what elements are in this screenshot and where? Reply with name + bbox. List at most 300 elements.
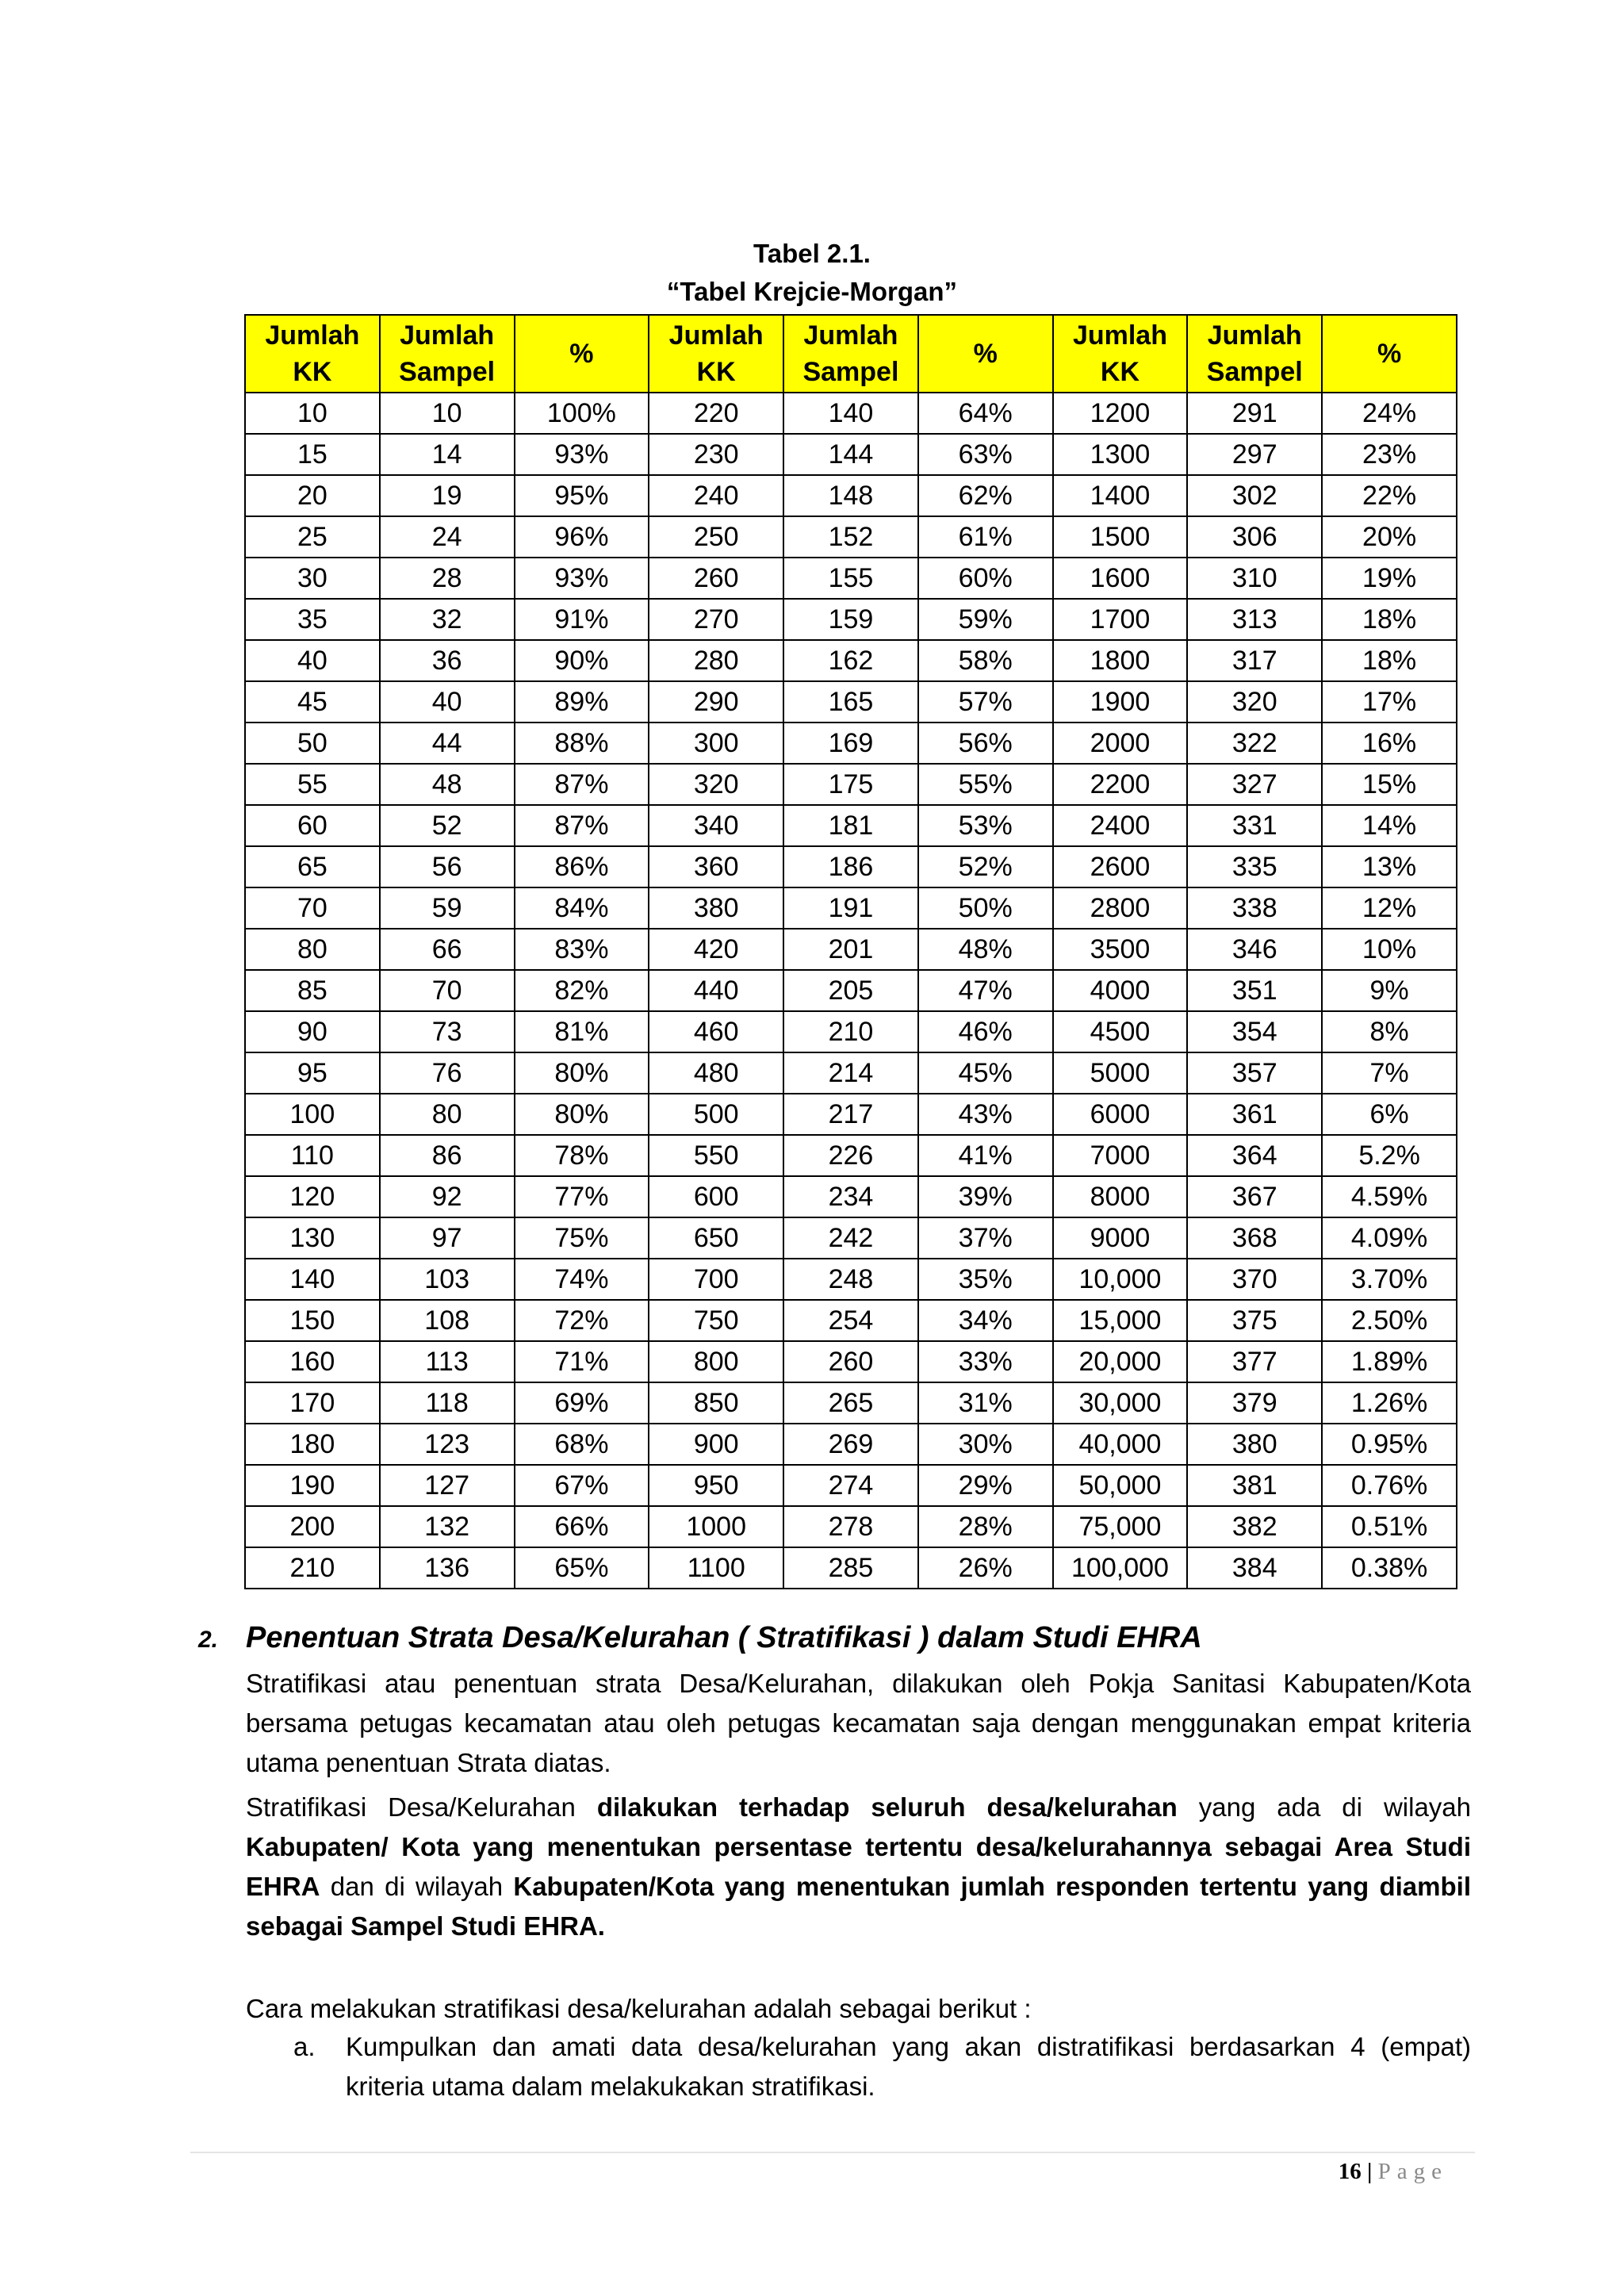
table-cell: 3.70% bbox=[1322, 1259, 1457, 1300]
table-cell: 74% bbox=[515, 1259, 649, 1300]
table-cell: 64% bbox=[918, 393, 1053, 434]
table-row bbox=[245, 558, 1457, 599]
table-row bbox=[245, 1011, 1457, 1052]
table-cell: 87% bbox=[515, 764, 649, 805]
section-number: 2. bbox=[198, 1627, 219, 1653]
table-cell: 2800 bbox=[1053, 887, 1188, 929]
table-cell: 96% bbox=[515, 516, 649, 558]
column-header-line1: Jumlah bbox=[1207, 320, 1302, 351]
table-cell: 20 bbox=[245, 475, 380, 516]
table-cell: 91% bbox=[515, 599, 649, 640]
table-row bbox=[245, 1094, 1457, 1135]
table-cell: 34% bbox=[918, 1300, 1053, 1341]
table-cell: 55% bbox=[918, 764, 1053, 805]
table-cell: 254 bbox=[783, 1300, 918, 1341]
column-header bbox=[245, 315, 380, 393]
table-cell: 210 bbox=[783, 1011, 918, 1052]
table-cell: 320 bbox=[1187, 681, 1322, 723]
table-cell: 40 bbox=[380, 681, 515, 723]
table-cell: 31% bbox=[918, 1382, 1053, 1424]
table-cell: 600 bbox=[649, 1176, 783, 1217]
table-cell: 35% bbox=[918, 1259, 1053, 1300]
table-cell: 48 bbox=[380, 764, 515, 805]
table-cell: 5000 bbox=[1053, 1052, 1188, 1094]
table-cell: 39% bbox=[918, 1176, 1053, 1217]
table-cell: 32 bbox=[380, 599, 515, 640]
column-header-line1: Jumlah bbox=[1072, 320, 1167, 351]
table-cell: 25 bbox=[245, 516, 380, 558]
table-cell: 313 bbox=[1187, 599, 1322, 640]
table-cell: 7% bbox=[1322, 1052, 1457, 1094]
table-cell: 62% bbox=[918, 475, 1053, 516]
column-header-line2: Sampel bbox=[802, 357, 899, 387]
table-cell: 190 bbox=[245, 1465, 380, 1506]
table-cell: 322 bbox=[1187, 723, 1322, 764]
table-cell: 50 bbox=[245, 723, 380, 764]
table-cell: 0.95% bbox=[1322, 1424, 1457, 1465]
table-cell: 30% bbox=[918, 1424, 1053, 1465]
table-cell: 152 bbox=[783, 516, 918, 558]
table-row bbox=[245, 1052, 1457, 1094]
table-row bbox=[245, 1135, 1457, 1176]
table-cell: 1000 bbox=[649, 1506, 783, 1547]
table-cell: 66 bbox=[380, 929, 515, 970]
table-cell: 750 bbox=[649, 1300, 783, 1341]
table-cell: 234 bbox=[783, 1176, 918, 1217]
table-cell: 420 bbox=[649, 929, 783, 970]
table-cell: 100 bbox=[245, 1094, 380, 1135]
table-cell: 95 bbox=[245, 1052, 380, 1094]
table-cell: 86% bbox=[515, 846, 649, 887]
table-cell: 340 bbox=[649, 805, 783, 846]
table-cell: 80 bbox=[380, 1094, 515, 1135]
table-cell: 35 bbox=[245, 599, 380, 640]
table-cell: 335 bbox=[1187, 846, 1322, 887]
table-cell: 40 bbox=[245, 640, 380, 681]
table-cell: 70 bbox=[380, 970, 515, 1011]
table-cell: 136 bbox=[380, 1547, 515, 1589]
table-cell: 26% bbox=[918, 1547, 1053, 1589]
table-cell: 5.2% bbox=[1322, 1135, 1457, 1176]
table-cell: 4.59% bbox=[1322, 1176, 1457, 1217]
table-cell: 84% bbox=[515, 887, 649, 929]
table-cell: 950 bbox=[649, 1465, 783, 1506]
table-cell: 302 bbox=[1187, 475, 1322, 516]
table-cell: 500 bbox=[649, 1094, 783, 1135]
table-row bbox=[245, 393, 1457, 434]
table-cell: 380 bbox=[1187, 1424, 1322, 1465]
table-cell: 24% bbox=[1322, 393, 1457, 434]
table-cell: 290 bbox=[649, 681, 783, 723]
table-cell: 250 bbox=[649, 516, 783, 558]
table-body bbox=[245, 393, 1457, 1589]
table-cell: 375 bbox=[1187, 1300, 1322, 1341]
table-cell: 24 bbox=[380, 516, 515, 558]
table-cell: 18% bbox=[1322, 640, 1457, 681]
table-cell: 370 bbox=[1187, 1259, 1322, 1300]
table-cell: 61% bbox=[918, 516, 1053, 558]
table-cell: 327 bbox=[1187, 764, 1322, 805]
table-cell: 52% bbox=[918, 846, 1053, 887]
table-header-row bbox=[245, 315, 1457, 393]
table-cell: 28% bbox=[918, 1506, 1053, 1547]
table-cell: 4000 bbox=[1053, 970, 1188, 1011]
table-cell: 123 bbox=[380, 1424, 515, 1465]
table-cell: 367 bbox=[1187, 1176, 1322, 1217]
table-cell: 41% bbox=[918, 1135, 1053, 1176]
column-header-line2: KK bbox=[293, 357, 332, 387]
table-cell: 130 bbox=[245, 1217, 380, 1259]
table-row bbox=[245, 1424, 1457, 1465]
table-cell: 57% bbox=[918, 681, 1053, 723]
table-cell: 89% bbox=[515, 681, 649, 723]
table-cell: 9% bbox=[1322, 970, 1457, 1011]
table-cell: 19% bbox=[1322, 558, 1457, 599]
table-cell: 280 bbox=[649, 640, 783, 681]
table-row bbox=[245, 640, 1457, 681]
table-cell: 47% bbox=[918, 970, 1053, 1011]
page-footer bbox=[1339, 2159, 1448, 2185]
table-row bbox=[245, 1547, 1457, 1589]
table-cell: 113 bbox=[380, 1341, 515, 1382]
table-cell: 1600 bbox=[1053, 558, 1188, 599]
column-header-line2: Sampel bbox=[399, 357, 496, 387]
table-cell: 440 bbox=[649, 970, 783, 1011]
table-cell: 14% bbox=[1322, 805, 1457, 846]
table-cell: 95% bbox=[515, 475, 649, 516]
table-cell: 15 bbox=[245, 434, 380, 475]
table-cell: 3500 bbox=[1053, 929, 1188, 970]
table-cell: 97 bbox=[380, 1217, 515, 1259]
paragraph-stratification-intro: Stratifikasi atau penentuan strata Desa/Kelurahan, dilakukan oleh Pokja Sanitasi Kabupaten/Kota bersama petugas kecamatan atau oleh petugas kecamatan saja dengan menggunakan empat kriteria utama penentuan Strata diatas. bbox=[246, 1669, 1471, 1777]
list-item bbox=[293, 2027, 1471, 2106]
table-cell: 63% bbox=[918, 434, 1053, 475]
table-caption-title: “Tabel Krejcie-Morgan” bbox=[666, 277, 958, 306]
column-header bbox=[918, 315, 1053, 393]
table-cell: 75% bbox=[515, 1217, 649, 1259]
table-row bbox=[245, 1300, 1457, 1341]
column-header bbox=[649, 315, 783, 393]
table-cell: 320 bbox=[649, 764, 783, 805]
table-cell: 368 bbox=[1187, 1217, 1322, 1259]
table-cell: 1300 bbox=[1053, 434, 1188, 475]
table-cell: 23% bbox=[1322, 434, 1457, 475]
table-cell: 379 bbox=[1187, 1382, 1322, 1424]
table-cell: 159 bbox=[783, 599, 918, 640]
table-cell: 71% bbox=[515, 1341, 649, 1382]
table-cell: 36 bbox=[380, 640, 515, 681]
paragraph-stratification-scope bbox=[246, 1788, 1471, 1946]
column-header-line1: % bbox=[569, 339, 594, 369]
table-cell: 317 bbox=[1187, 640, 1322, 681]
column-header-line1: Jumlah bbox=[803, 320, 898, 351]
table-cell: 214 bbox=[783, 1052, 918, 1094]
table-cell: 165 bbox=[783, 681, 918, 723]
table-cell: 30,000 bbox=[1053, 1382, 1188, 1424]
table-cell: 140 bbox=[245, 1259, 380, 1300]
table-cell: 17% bbox=[1322, 681, 1457, 723]
table-cell: 83% bbox=[515, 929, 649, 970]
table-cell: 240 bbox=[649, 475, 783, 516]
table-cell: 2400 bbox=[1053, 805, 1188, 846]
table-cell: 59 bbox=[380, 887, 515, 929]
table-cell: 92 bbox=[380, 1176, 515, 1217]
table-cell: 55 bbox=[245, 764, 380, 805]
table-cell: 269 bbox=[783, 1424, 918, 1465]
table-cell: 175 bbox=[783, 764, 918, 805]
table-cell: 29% bbox=[918, 1465, 1053, 1506]
table-cell: 377 bbox=[1187, 1341, 1322, 1382]
table-cell: 77% bbox=[515, 1176, 649, 1217]
table-cell: 380 bbox=[649, 887, 783, 929]
table-row bbox=[245, 1217, 1457, 1259]
table-row bbox=[245, 1382, 1457, 1424]
table-cell: 48% bbox=[918, 929, 1053, 970]
table-cell: 1500 bbox=[1053, 516, 1188, 558]
table-cell: 20% bbox=[1322, 516, 1457, 558]
table-cell: 361 bbox=[1187, 1094, 1322, 1135]
column-header bbox=[380, 315, 515, 393]
table-cell: 127 bbox=[380, 1465, 515, 1506]
table-cell: 0.76% bbox=[1322, 1465, 1457, 1506]
table-cell: 384 bbox=[1187, 1547, 1322, 1589]
table-cell: 72% bbox=[515, 1300, 649, 1341]
column-header-line1: % bbox=[973, 339, 998, 369]
table-cell: 110 bbox=[245, 1135, 380, 1176]
column-header bbox=[783, 315, 918, 393]
table-row bbox=[245, 764, 1457, 805]
table-cell: 65 bbox=[245, 846, 380, 887]
column-header-line1: Jumlah bbox=[265, 320, 360, 351]
table-cell: 100,000 bbox=[1053, 1547, 1188, 1589]
table-cell: 37% bbox=[918, 1217, 1053, 1259]
table-cell: 310 bbox=[1187, 558, 1322, 599]
table-cell: 148 bbox=[783, 475, 918, 516]
table-cell: 70 bbox=[245, 887, 380, 929]
table-cell: 8% bbox=[1322, 1011, 1457, 1052]
table-cell: 44 bbox=[380, 723, 515, 764]
table-row bbox=[245, 1506, 1457, 1547]
column-header bbox=[1053, 315, 1188, 393]
table-cell: 1.89% bbox=[1322, 1341, 1457, 1382]
p2-bold-b: dilakukan terhadap seluruh desa/kelurahan bbox=[596, 1792, 1178, 1822]
table-cell: 1100 bbox=[649, 1547, 783, 1589]
table-cell: 338 bbox=[1187, 887, 1322, 929]
table-row bbox=[245, 599, 1457, 640]
table-cell: 80% bbox=[515, 1094, 649, 1135]
table-cell: 2200 bbox=[1053, 764, 1188, 805]
table-row bbox=[245, 1176, 1457, 1217]
table-cell: 248 bbox=[783, 1259, 918, 1300]
table-row bbox=[245, 805, 1457, 846]
table-cell: 6% bbox=[1322, 1094, 1457, 1135]
table-row bbox=[245, 1341, 1457, 1382]
table-cell: 120 bbox=[245, 1176, 380, 1217]
table-cell: 50,000 bbox=[1053, 1465, 1188, 1506]
table-cell: 220 bbox=[649, 393, 783, 434]
table-cell: 12% bbox=[1322, 887, 1457, 929]
table-cell: 108 bbox=[380, 1300, 515, 1341]
table-cell: 10% bbox=[1322, 929, 1457, 970]
table-cell: 550 bbox=[649, 1135, 783, 1176]
p2-bold-f: Kabupaten/Kota yang menentukan jumlah responden tertentu yang diambil sebagai Sampel Studi EHRA. bbox=[246, 1872, 1471, 1941]
table-cell: 58% bbox=[918, 640, 1053, 681]
table-cell: 53% bbox=[918, 805, 1053, 846]
table-cell: 2600 bbox=[1053, 846, 1188, 887]
column-header bbox=[1322, 315, 1457, 393]
list-item-text: Kumpulkan dan amati data desa/kelurahan yang akan distratifikasi berdasarkan 4 (empat) kriteria utama dalam melakukakan stratifikasi. bbox=[346, 2032, 1471, 2101]
footer-separator: | bbox=[1366, 2159, 1373, 2184]
table-cell: 850 bbox=[649, 1382, 783, 1424]
table-cell: 291 bbox=[1187, 393, 1322, 434]
table-cell: 180 bbox=[245, 1424, 380, 1465]
table-cell: 28 bbox=[380, 558, 515, 599]
table-cell: 78% bbox=[515, 1135, 649, 1176]
table-cell: 278 bbox=[783, 1506, 918, 1547]
table-cell: 13% bbox=[1322, 846, 1457, 887]
table-cell: 260 bbox=[649, 558, 783, 599]
table-cell: 86 bbox=[380, 1135, 515, 1176]
table-cell: 155 bbox=[783, 558, 918, 599]
table-cell: 217 bbox=[783, 1094, 918, 1135]
table-cell: 19 bbox=[380, 475, 515, 516]
table-cell: 87% bbox=[515, 805, 649, 846]
table-cell: 357 bbox=[1187, 1052, 1322, 1094]
table-cell: 270 bbox=[649, 599, 783, 640]
table-cell: 15,000 bbox=[1053, 1300, 1188, 1341]
table-cell: 230 bbox=[649, 434, 783, 475]
table-cell: 297 bbox=[1187, 434, 1322, 475]
table-cell: 85 bbox=[245, 970, 380, 1011]
table-cell: 265 bbox=[783, 1382, 918, 1424]
table-cell: 93% bbox=[515, 434, 649, 475]
table-cell: 242 bbox=[783, 1217, 918, 1259]
table-cell: 65% bbox=[515, 1547, 649, 1589]
p2-bold-d: Kabupaten/ Kota yang menentukan persentase tertentu desa/kelurahannya sebagai Area Studi EHRA bbox=[246, 1832, 1471, 1901]
section-title: Penentuan Strata Desa/Kelurahan ( Stratifikasi ) dalam Studi EHRA bbox=[246, 1621, 1202, 1654]
table-cell: 201 bbox=[783, 929, 918, 970]
table-cell: 900 bbox=[649, 1424, 783, 1465]
table-cell: 80 bbox=[245, 929, 380, 970]
table-cell: 69% bbox=[515, 1382, 649, 1424]
table-cell: 56 bbox=[380, 846, 515, 887]
table-cell: 274 bbox=[783, 1465, 918, 1506]
table-cell: 81% bbox=[515, 1011, 649, 1052]
table-cell: 6000 bbox=[1053, 1094, 1188, 1135]
table-cell: 150 bbox=[245, 1300, 380, 1341]
table-cell: 18% bbox=[1322, 599, 1457, 640]
column-header-line2: Sampel bbox=[1206, 357, 1303, 387]
table-cell: 186 bbox=[783, 846, 918, 887]
table-cell: 9000 bbox=[1053, 1217, 1188, 1259]
krejcie-morgan-table bbox=[244, 314, 1457, 1589]
column-header-line1: Jumlah bbox=[400, 320, 495, 351]
table-row bbox=[245, 846, 1457, 887]
table-cell: 4500 bbox=[1053, 1011, 1188, 1052]
footer-divider bbox=[190, 2152, 1475, 2153]
table-cell: 90% bbox=[515, 640, 649, 681]
table-row bbox=[245, 887, 1457, 929]
table-cell: 93% bbox=[515, 558, 649, 599]
table-cell: 200 bbox=[245, 1506, 380, 1547]
table-cell: 100% bbox=[515, 393, 649, 434]
table-cell: 226 bbox=[783, 1135, 918, 1176]
table-cell: 360 bbox=[649, 846, 783, 887]
table-cell: 56% bbox=[918, 723, 1053, 764]
table-cell: 4.09% bbox=[1322, 1217, 1457, 1259]
table-cell: 460 bbox=[649, 1011, 783, 1052]
table-row bbox=[245, 723, 1457, 764]
table-cell: 10 bbox=[245, 393, 380, 434]
table-cell: 118 bbox=[380, 1382, 515, 1424]
table-cell: 1900 bbox=[1053, 681, 1188, 723]
table-caption-number: Tabel 2.1. bbox=[753, 239, 871, 268]
table-cell: 1800 bbox=[1053, 640, 1188, 681]
table-cell: 800 bbox=[649, 1341, 783, 1382]
table-cell: 650 bbox=[649, 1217, 783, 1259]
table-row bbox=[245, 475, 1457, 516]
table-cell: 351 bbox=[1187, 970, 1322, 1011]
table-cell: 162 bbox=[783, 640, 918, 681]
table-cell: 1400 bbox=[1053, 475, 1188, 516]
table-cell: 20,000 bbox=[1053, 1341, 1188, 1382]
table-cell: 132 bbox=[380, 1506, 515, 1547]
table-cell: 46% bbox=[918, 1011, 1053, 1052]
table-cell: 88% bbox=[515, 723, 649, 764]
column-header bbox=[1187, 315, 1322, 393]
table-row bbox=[245, 929, 1457, 970]
paragraph-method-intro: Cara melakukan stratifikasi desa/kelurahan adalah sebagai berikut : bbox=[246, 1994, 1032, 2023]
table-cell: 381 bbox=[1187, 1465, 1322, 1506]
table-cell: 60% bbox=[918, 558, 1053, 599]
table-cell: 90 bbox=[245, 1011, 380, 1052]
table-cell: 73 bbox=[380, 1011, 515, 1052]
table-cell: 260 bbox=[783, 1341, 918, 1382]
table-cell: 1.26% bbox=[1322, 1382, 1457, 1424]
table-cell: 50% bbox=[918, 887, 1053, 929]
table-cell: 52 bbox=[380, 805, 515, 846]
table-cell: 10,000 bbox=[1053, 1259, 1188, 1300]
table-cell: 300 bbox=[649, 723, 783, 764]
column-header-line1: Jumlah bbox=[668, 320, 764, 351]
table-row bbox=[245, 970, 1457, 1011]
table-cell: 210 bbox=[245, 1547, 380, 1589]
table-cell: 0.51% bbox=[1322, 1506, 1457, 1547]
table-cell: 60 bbox=[245, 805, 380, 846]
table-cell: 160 bbox=[245, 1341, 380, 1382]
table-cell: 103 bbox=[380, 1259, 515, 1300]
table-row bbox=[245, 1259, 1457, 1300]
table-cell: 2.50% bbox=[1322, 1300, 1457, 1341]
p2-text-a: Stratifikasi Desa/Kelurahan bbox=[246, 1792, 597, 1822]
table-cell: 22% bbox=[1322, 475, 1457, 516]
column-header-line2: KK bbox=[1100, 357, 1140, 387]
table-cell: 205 bbox=[783, 970, 918, 1011]
table-cell: 10 bbox=[380, 393, 515, 434]
table-cell: 700 bbox=[649, 1259, 783, 1300]
table-cell: 170 bbox=[245, 1382, 380, 1424]
table-cell: 33% bbox=[918, 1341, 1053, 1382]
table-cell: 480 bbox=[649, 1052, 783, 1094]
table-cell: 1700 bbox=[1053, 599, 1188, 640]
page-number: 16 bbox=[1338, 2159, 1362, 2184]
table-cell: 66% bbox=[515, 1506, 649, 1547]
table-cell: 140 bbox=[783, 393, 918, 434]
table-cell: 7000 bbox=[1053, 1135, 1188, 1176]
table-cell: 364 bbox=[1187, 1135, 1322, 1176]
column-header-line1: % bbox=[1377, 339, 1402, 369]
table-cell: 144 bbox=[783, 434, 918, 475]
